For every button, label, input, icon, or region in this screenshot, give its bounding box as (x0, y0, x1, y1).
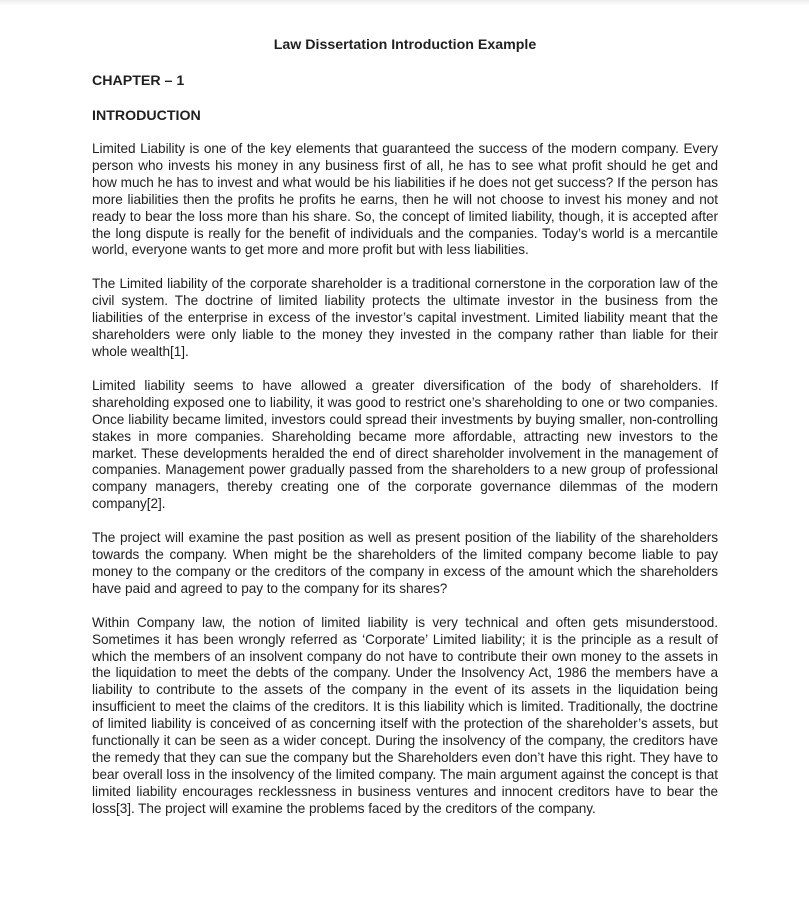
section-heading-introduction: INTRODUCTION (92, 108, 201, 124)
paragraph-3: Limited liability seems to have allowed a greater diversification of the body of shareholders. If shareholding exposed one to liability, it was good to restrict one’s shareholding to one or two companies. Once liability became limited, investors could spread their investments by buying smaller, non-controlling stakes in more companies. Shareholding became more affordable, attracting new investors to the market. These developments heralded the end of direct shareholder involvement in the management of companies. Management power gradually passed from the shareholders to a new group of professional company managers, thereby creating one of the corporate governance dilemmas of the modern company[2]. (92, 377, 718, 512)
document-page (92, 36, 718, 818)
paragraph-5: Within Company law, the notion of limited liability is very technical and often gets misunderstood. Sometimes it has been wrongly referred as ‘Corporate’ Limited liability; it is the principle as a result of which the members of an insolvent company do not have to contribute their own money to the assets in the liquidation to meet the debts of the company. Under the Insolvency Act, 1986 the members have a liability to contribute to the assets of the company in the event of its assets in the liquidation being insufficient to meet the claims of the creditors. It is this liability which is limited. Traditionally, the doctrine of limited liability is conceived of as concerning itself with the protection of the shareholder’s assets, but functionally it can be seen as a wider concept. During the insolvency of the company, the creditors have the remedy that they can sue the company but the Shareholders even don’t have this right. They have to bear overall loss in the insolvency of the limited company. The main argument against the concept is that limited liability encourages recklessness in business ventures and innocent creditors have to bear the loss[3]. The project will examine the problems faced by the creditors of the company. (92, 614, 718, 816)
paragraph-4: The project will examine the past position as well as present position of the liability of the shareholders towards the company. When might be the shareholders of the limited company become liable to pay money to the company or the creditors of the company in excess of the amount which the shareholders have paid and agreed to pay to the company for its shares? (92, 530, 718, 596)
chapter-heading: CHAPTER – 1 (92, 73, 185, 89)
document-title: Law Dissertation Introduction Example (273, 37, 537, 53)
paragraph-2: The Limited liability of the corporate shareholder is a traditional cornerstone in the corporation law of the civil system. The doctrine of limited liability protects the ultimate investor in the business from the liabilities of the enterprise in excess of the investor’s capital investment. Limited liability meant that the shareholders were only liable to the money they invested in the company rather than liable for their whole wealth[1]. (92, 276, 718, 359)
viewer-top-edge-shadow (0, 0, 809, 5)
paragraph-1: Limited Liability is one of the key elements that guaranteed the success of the modern company. Every person who invests his money in any business first of all, he has to see what profit should he get and how much he has to invest and what would be his liabilities if he does not get success? If the person has more liabilities then the profits he profits he earns, then he will not choose to invest his money and not ready to bear the loss more than his share. So, the concept of limited liability, though, it is accepted after the long dispute is really for the benefit of individuals and the companies. Today’s world is a mercantile world, everyone wants to get more and more profit but with less liabilities. (92, 141, 718, 258)
